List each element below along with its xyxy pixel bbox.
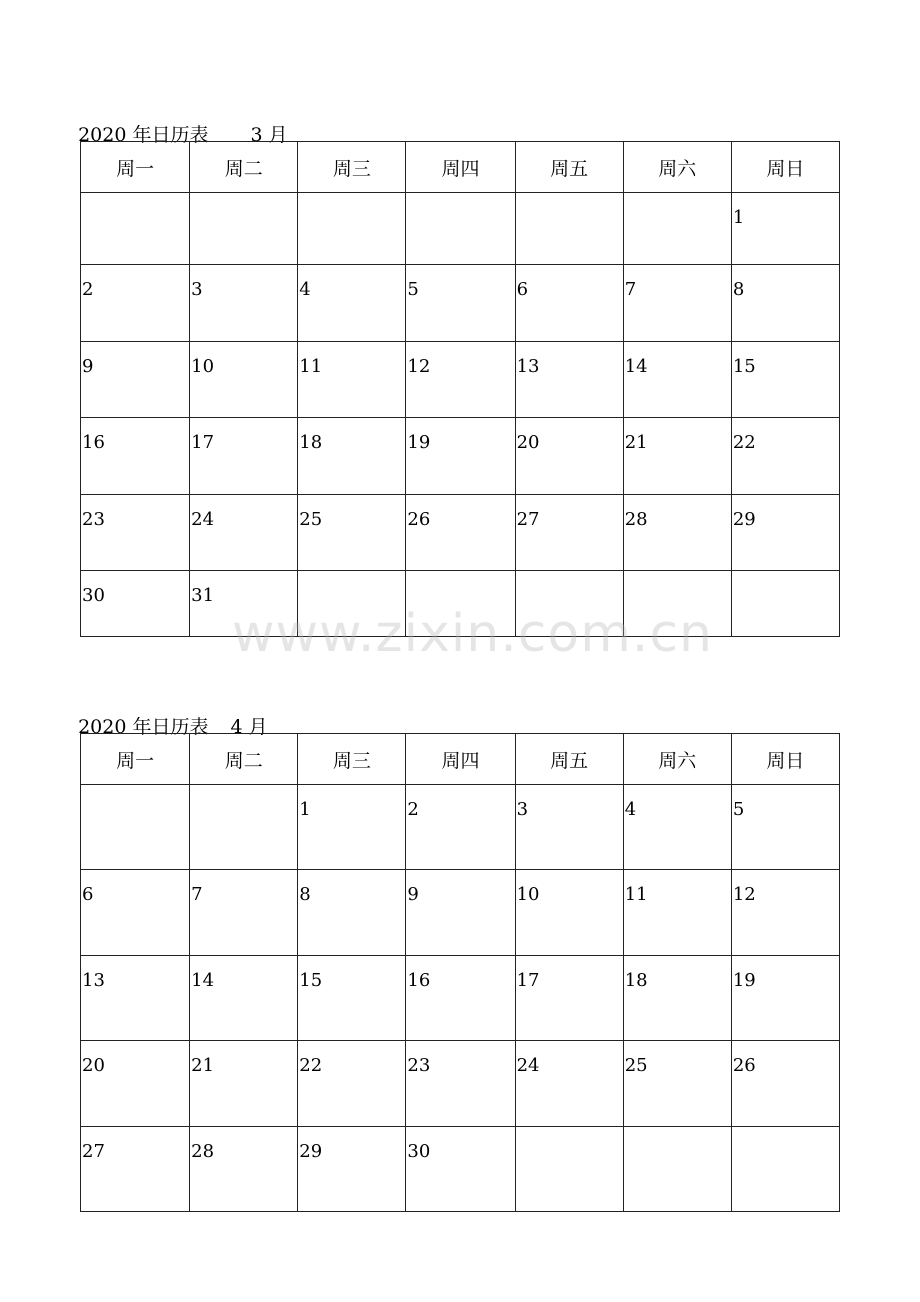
weekday-header: 周五: [515, 142, 623, 193]
week-row: [81, 1041, 840, 1127]
day-cell: [190, 342, 298, 418]
calendar-title-april: [66, 699, 268, 737]
day-cell: [190, 870, 298, 956]
day-cell: [623, 342, 731, 418]
day-number: 2: [407, 799, 419, 820]
day-number: 25: [624, 1055, 648, 1076]
day-cell: [81, 571, 190, 637]
weekday-header: 周六: [623, 734, 731, 785]
day-cell: [406, 956, 515, 1041]
day-number: 30: [407, 1141, 431, 1162]
day-number: 24: [191, 509, 215, 530]
day-cell: [731, 571, 839, 637]
day-number: [516, 1127, 623, 1143]
day-cell: [515, 265, 623, 342]
weekday-header-row: [81, 734, 840, 785]
day-cell: [190, 193, 298, 265]
day-cell: [190, 785, 298, 870]
day-number: 5: [732, 799, 745, 820]
day-cell: [190, 571, 298, 637]
day-number: 9: [82, 356, 94, 377]
day-number: 11: [624, 884, 648, 905]
day-cell: [190, 265, 298, 342]
weekday-header: 周三: [298, 734, 406, 785]
weekday-header: 周一: [81, 734, 190, 785]
day-number: 11: [299, 356, 323, 377]
day-number: 21: [624, 432, 648, 453]
day-number: 16: [82, 432, 105, 453]
day-cell: [406, 418, 515, 495]
day-cell: [81, 1041, 190, 1127]
day-cell: [623, 495, 731, 571]
day-cell: [623, 571, 731, 637]
day-number: 8: [299, 884, 311, 905]
day-number: 5: [407, 279, 419, 300]
day-number: [516, 571, 623, 587]
weekday-header: 周一: [81, 142, 190, 193]
day-number: 10: [516, 884, 540, 905]
day-number: 17: [516, 970, 540, 991]
week-row: [81, 956, 840, 1041]
day-number: [81, 785, 189, 801]
day-number: 24: [516, 1055, 540, 1076]
day-number: 15: [299, 970, 323, 991]
weekday-header: 周三: [298, 142, 406, 193]
day-cell: [731, 785, 839, 870]
week-row: [81, 193, 840, 265]
day-cell: [81, 1127, 190, 1212]
day-number: 14: [191, 970, 215, 991]
day-number: 7: [624, 279, 637, 300]
day-cell: [623, 785, 731, 870]
day-cell: [515, 785, 623, 870]
weekday-header-row: [81, 142, 840, 193]
day-number: 6: [516, 279, 529, 300]
weekday-header: 周六: [623, 142, 731, 193]
day-number: [190, 785, 297, 801]
day-number: 26: [407, 509, 431, 530]
day-cell: [298, 418, 406, 495]
day-cell: [190, 1127, 298, 1212]
day-number: 17: [191, 432, 215, 453]
day-cell: [406, 193, 515, 265]
day-cell: [515, 1041, 623, 1127]
day-number: 30: [82, 585, 105, 606]
week-row: [81, 1127, 840, 1212]
watermark: www.zixin.com.cn: [232, 604, 713, 664]
day-number: [190, 193, 297, 209]
day-number: 23: [407, 1055, 431, 1076]
week-row: [81, 571, 840, 637]
day-number: 20: [82, 1055, 105, 1076]
day-cell: [623, 870, 731, 956]
day-cell: [298, 956, 406, 1041]
day-number: 3: [516, 799, 529, 820]
calendar-month-label: 4 月: [230, 716, 268, 738]
day-cell: [406, 1127, 515, 1212]
day-cell: [406, 265, 515, 342]
weekday-header: 周二: [190, 734, 298, 785]
day-cell: [406, 342, 515, 418]
weekday-header: 周五: [515, 734, 623, 785]
day-number: 9: [407, 884, 419, 905]
day-cell: [731, 193, 839, 265]
day-number: 12: [407, 356, 431, 377]
day-number: 21: [191, 1055, 215, 1076]
day-cell: [731, 495, 839, 571]
day-number: 15: [732, 356, 756, 377]
day-number: 1: [732, 207, 745, 228]
day-number: 28: [624, 509, 648, 530]
day-number: 31: [191, 585, 215, 606]
day-cell: [298, 870, 406, 956]
day-cell: [731, 418, 839, 495]
weekday-header: 周二: [190, 142, 298, 193]
day-number: [624, 571, 731, 587]
day-cell: [515, 342, 623, 418]
calendar-title-prefix: 2020 年日历表: [78, 124, 209, 146]
day-number: 7: [191, 884, 203, 905]
day-cell: [298, 1127, 406, 1212]
calendar-table-march: [80, 141, 840, 637]
day-cell: [81, 418, 190, 495]
day-number: 29: [732, 509, 756, 530]
day-cell: [731, 265, 839, 342]
day-number: 12: [732, 884, 756, 905]
day-number: 10: [191, 356, 215, 377]
day-number: 4: [624, 799, 637, 820]
day-cell: [515, 418, 623, 495]
day-cell: [623, 1041, 731, 1127]
day-cell: [81, 870, 190, 956]
day-cell: [623, 265, 731, 342]
day-cell: [298, 342, 406, 418]
day-number: [732, 571, 839, 587]
day-number: [624, 193, 731, 209]
weekday-header: 周四: [406, 734, 515, 785]
day-number: 26: [732, 1055, 756, 1076]
day-cell: [81, 785, 190, 870]
day-number: [406, 193, 514, 209]
day-cell: [81, 265, 190, 342]
day-number: [406, 571, 514, 587]
day-number: 29: [299, 1141, 323, 1162]
day-cell: [731, 870, 839, 956]
day-cell: [731, 956, 839, 1041]
calendar-title-march: [66, 107, 288, 145]
day-cell: [515, 956, 623, 1041]
day-number: 8: [732, 279, 745, 300]
day-cell: [623, 418, 731, 495]
day-cell: [190, 418, 298, 495]
day-cell: [298, 495, 406, 571]
day-cell: [515, 193, 623, 265]
day-cell: [731, 342, 839, 418]
day-number: 3: [191, 279, 203, 300]
day-cell: [406, 571, 515, 637]
day-number: 13: [82, 970, 105, 991]
weekday-header: 周日: [731, 734, 839, 785]
day-cell: [515, 495, 623, 571]
day-cell: [623, 956, 731, 1041]
day-number: 25: [299, 509, 323, 530]
day-cell: [81, 495, 190, 571]
day-cell: [406, 785, 515, 870]
week-row: [81, 785, 840, 870]
day-number: [298, 571, 405, 587]
day-number: 23: [82, 509, 105, 530]
day-number: 1: [299, 799, 311, 820]
day-cell: [81, 193, 190, 265]
day-number: 28: [191, 1141, 215, 1162]
calendar-title-prefix: 2020 年日历表: [78, 716, 209, 738]
day-cell: [515, 571, 623, 637]
week-row: [81, 418, 840, 495]
day-number: 2: [82, 279, 94, 300]
april-weeks: [81, 785, 840, 1212]
day-number: 14: [624, 356, 648, 377]
day-cell: [81, 956, 190, 1041]
day-number: [298, 193, 405, 209]
day-cell: [623, 1127, 731, 1212]
day-number: 4: [299, 279, 311, 300]
calendar-table-april: [80, 733, 840, 1212]
week-row: [81, 495, 840, 571]
day-cell: [298, 1041, 406, 1127]
day-cell: [190, 956, 298, 1041]
day-cell: [623, 193, 731, 265]
day-cell: [731, 1041, 839, 1127]
day-number: 16: [407, 970, 431, 991]
day-number: [732, 1127, 839, 1143]
day-number: 27: [82, 1141, 105, 1162]
day-number: 22: [299, 1055, 323, 1076]
weekday-header: 周日: [731, 142, 839, 193]
day-cell: [190, 495, 298, 571]
day-cell: [406, 870, 515, 956]
day-number: 13: [516, 356, 540, 377]
week-row: [81, 870, 840, 956]
day-number: [81, 193, 189, 209]
day-number: [624, 1127, 731, 1143]
day-number: 19: [732, 970, 756, 991]
day-cell: [731, 1127, 839, 1212]
march-weeks: [81, 193, 840, 637]
day-number: 27: [516, 509, 540, 530]
day-cell: [81, 342, 190, 418]
day-number: 22: [732, 432, 756, 453]
day-number: 18: [299, 432, 323, 453]
day-cell: [298, 571, 406, 637]
day-cell: [406, 495, 515, 571]
weekday-header: 周四: [406, 142, 515, 193]
day-cell: [190, 1041, 298, 1127]
day-cell: [298, 193, 406, 265]
day-cell: [298, 785, 406, 870]
day-number: 20: [516, 432, 540, 453]
day-cell: [406, 1041, 515, 1127]
day-number: 19: [407, 432, 431, 453]
week-row: [81, 265, 840, 342]
day-number: 6: [82, 884, 94, 905]
day-number: 18: [624, 970, 648, 991]
day-number: [516, 193, 623, 209]
day-cell: [298, 265, 406, 342]
day-cell: [515, 1127, 623, 1212]
week-row: [81, 342, 840, 418]
day-cell: [515, 870, 623, 956]
calendar-month-label: 3 月: [250, 124, 288, 146]
